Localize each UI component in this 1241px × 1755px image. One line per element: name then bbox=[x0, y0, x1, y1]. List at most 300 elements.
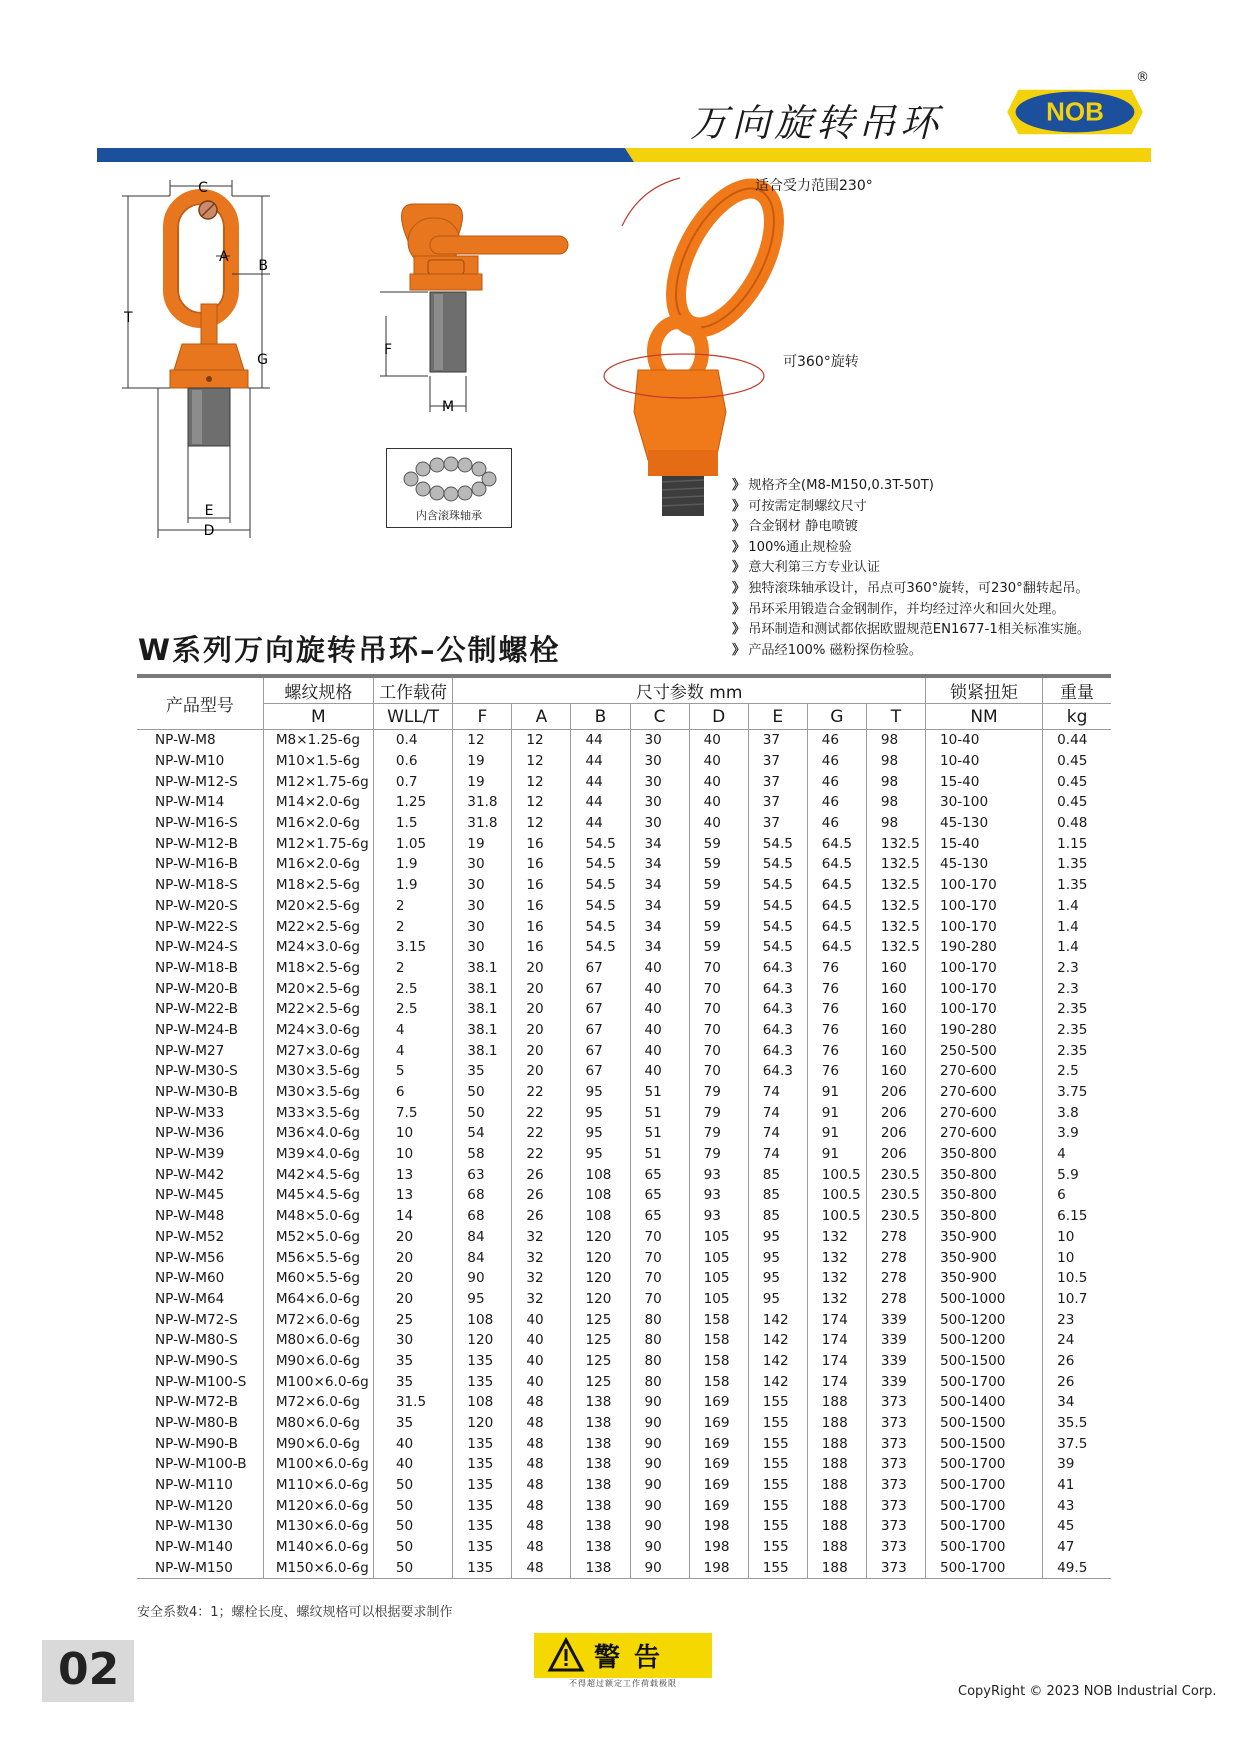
table-cell: 206 bbox=[866, 1144, 925, 1165]
table-cell: 188 bbox=[807, 1475, 866, 1496]
table-cell: 54.5 bbox=[748, 854, 807, 875]
table-cell: M100×6.0-6g bbox=[263, 1454, 373, 1475]
table-cell: 339 bbox=[866, 1330, 925, 1351]
col-subheader-load: WLL/T bbox=[373, 704, 452, 730]
table-cell: 188 bbox=[807, 1495, 866, 1516]
table-cell: NP-W-M80-S bbox=[137, 1330, 263, 1351]
col-header-t: T bbox=[866, 704, 925, 730]
table-cell: 188 bbox=[807, 1516, 866, 1537]
table-cell: 64.3 bbox=[748, 999, 807, 1020]
table-cell: 20 bbox=[512, 978, 571, 999]
table-cell: 37 bbox=[748, 813, 807, 834]
table-cell: 40 bbox=[373, 1454, 452, 1475]
table-cell: 373 bbox=[866, 1475, 925, 1496]
table-cell: 270-600 bbox=[925, 1123, 1042, 1144]
table-cell: 20 bbox=[373, 1227, 452, 1248]
spec-table bbox=[137, 678, 1111, 1579]
bearing-caption: 内含滚珠轴承 bbox=[416, 509, 482, 522]
table-row bbox=[137, 958, 1111, 979]
table-row bbox=[137, 1413, 1111, 1434]
table-cell: 155 bbox=[748, 1454, 807, 1475]
table-cell: 54.5 bbox=[571, 854, 630, 875]
table-cell: NP-W-M16-S bbox=[137, 813, 263, 834]
table-cell: 34 bbox=[630, 916, 689, 937]
table-cell: 138 bbox=[571, 1413, 630, 1434]
table-cell: 1.5 bbox=[373, 813, 452, 834]
table-cell: NP-W-M120 bbox=[137, 1495, 263, 1516]
table-cell: 49.5 bbox=[1043, 1558, 1111, 1579]
table-cell: 339 bbox=[866, 1351, 925, 1372]
col-header-model: 产品型号 bbox=[137, 678, 263, 730]
table-cell: 500-1700 bbox=[925, 1454, 1042, 1475]
table-cell: 2.3 bbox=[1057, 980, 1079, 997]
dim-label-a: A bbox=[219, 249, 229, 265]
table-cell: 40 bbox=[689, 792, 748, 813]
table-cell: 90 bbox=[630, 1433, 689, 1454]
table-cell: 12 bbox=[512, 792, 571, 813]
table-cell: 270-600 bbox=[925, 1102, 1042, 1123]
table-cell: 40 bbox=[373, 1433, 452, 1454]
table-cell: 63 bbox=[453, 1164, 512, 1185]
table-cell: 85 bbox=[748, 1206, 807, 1227]
table-cell: 64.3 bbox=[748, 958, 807, 979]
table-cell: 48 bbox=[512, 1475, 571, 1496]
dim-label-d: D bbox=[203, 523, 215, 539]
table-cell: 38.1 bbox=[453, 999, 512, 1020]
table-cell: 1.05 bbox=[373, 833, 452, 854]
table-cell: 80 bbox=[630, 1330, 689, 1351]
table-cell: 132.5 bbox=[866, 896, 925, 917]
feature-item: 》 独特滚珠轴承设计，吊点可360°旋转，可230°翻转起吊。 bbox=[732, 580, 1089, 596]
table-row bbox=[137, 896, 1111, 917]
table-cell: 95 bbox=[571, 1102, 630, 1123]
table-cell: 35 bbox=[453, 1061, 512, 1082]
table-cell: 26 bbox=[512, 1185, 571, 1206]
table-cell: 3.15 bbox=[373, 937, 452, 958]
table-cell: 80 bbox=[630, 1309, 689, 1330]
table-cell: 138 bbox=[571, 1475, 630, 1496]
spec-table-wrap bbox=[137, 678, 1111, 1579]
table-cell: 80 bbox=[630, 1371, 689, 1392]
table-cell: 500-1200 bbox=[925, 1309, 1042, 1330]
table-cell: 160 bbox=[866, 978, 925, 999]
table-cell: 44 bbox=[571, 792, 630, 813]
table-cell: 12 bbox=[512, 813, 571, 834]
table-cell: NP-W-M150 bbox=[137, 1558, 263, 1579]
table-cell: 155 bbox=[748, 1413, 807, 1434]
table-cell: 50 bbox=[453, 1102, 512, 1123]
table-cell: 125 bbox=[571, 1309, 630, 1330]
table-cell: 22 bbox=[512, 1102, 571, 1123]
table-row bbox=[137, 751, 1111, 772]
table-cell: 1.9 bbox=[373, 854, 452, 875]
table-cell: M22×2.5-6g bbox=[263, 916, 373, 937]
table-cell: 100-170 bbox=[925, 916, 1042, 937]
table-cell: 373 bbox=[866, 1413, 925, 1434]
table-cell: 373 bbox=[866, 1516, 925, 1537]
table-cell: 1.4 bbox=[1057, 897, 1079, 914]
table-cell: 20 bbox=[512, 1061, 571, 1082]
table-cell: 2.5 bbox=[373, 978, 452, 999]
table-cell: 132 bbox=[807, 1247, 866, 1268]
table-cell: 91 bbox=[807, 1102, 866, 1123]
table-cell: 2.35 bbox=[1057, 1001, 1088, 1018]
table-cell: NP-W-M14 bbox=[137, 792, 263, 813]
table-cell: 91 bbox=[807, 1144, 866, 1165]
table-cell: 100-170 bbox=[925, 999, 1042, 1020]
table-cell: 500-1700 bbox=[925, 1475, 1042, 1496]
table-cell: 500-1700 bbox=[925, 1516, 1042, 1537]
table-cell: 31.8 bbox=[453, 792, 512, 813]
col-header-g: G bbox=[807, 704, 866, 730]
table-cell: 76 bbox=[807, 978, 866, 999]
table-cell: 20 bbox=[512, 1020, 571, 1041]
table-cell: 373 bbox=[866, 1495, 925, 1516]
table-row bbox=[137, 1206, 1111, 1227]
table-cell: 46 bbox=[807, 751, 866, 772]
table-cell: 155 bbox=[748, 1475, 807, 1496]
col-header-c: C bbox=[630, 704, 689, 730]
table-cell: 48 bbox=[512, 1516, 571, 1537]
table-cell: 142 bbox=[748, 1309, 807, 1330]
table-cell: 6.15 bbox=[1057, 1208, 1088, 1225]
table-cell: 500-1500 bbox=[925, 1351, 1042, 1372]
table-row bbox=[137, 1309, 1111, 1330]
col-header-d: D bbox=[689, 704, 748, 730]
table-cell: M27×3.0-6g bbox=[263, 1040, 373, 1061]
table-cell: M33×3.5-6g bbox=[263, 1102, 373, 1123]
table-cell: 70 bbox=[689, 999, 748, 1020]
table-cell: 120 bbox=[453, 1413, 512, 1434]
table-cell: NP-W-M52 bbox=[137, 1227, 263, 1248]
table-cell: 16 bbox=[512, 875, 571, 896]
table-cell: 500-1500 bbox=[925, 1433, 1042, 1454]
dim-label-c: C bbox=[198, 180, 208, 196]
table-cell: NP-W-M27 bbox=[137, 1040, 263, 1061]
table-cell: 76 bbox=[807, 958, 866, 979]
table-cell: 32 bbox=[512, 1289, 571, 1310]
table-cell: 142 bbox=[748, 1371, 807, 1392]
table-row bbox=[137, 1164, 1111, 1185]
table-cell: 37 bbox=[748, 751, 807, 772]
table-cell: 198 bbox=[689, 1537, 748, 1558]
table-cell: M45×4.5-6g bbox=[263, 1185, 373, 1206]
table-cell: NP-W-M56 bbox=[137, 1247, 263, 1268]
table-cell: 54.5 bbox=[571, 916, 630, 937]
table-cell: 44 bbox=[571, 730, 630, 751]
table-cell: 206 bbox=[866, 1102, 925, 1123]
table-cell: 59 bbox=[689, 937, 748, 958]
table-cell: 190-280 bbox=[925, 1020, 1042, 1041]
table-cell: NP-W-M48 bbox=[137, 1206, 263, 1227]
table-cell: 135 bbox=[453, 1558, 512, 1579]
table-cell: M130×6.0-6g bbox=[263, 1516, 373, 1537]
table-cell: 155 bbox=[748, 1495, 807, 1516]
side-view-drawing bbox=[378, 200, 598, 420]
table-row bbox=[137, 813, 1111, 834]
table-cell: 169 bbox=[689, 1475, 748, 1496]
table-cell: 50 bbox=[373, 1495, 452, 1516]
table-cell: 45-130 bbox=[925, 854, 1042, 875]
table-cell: 44 bbox=[571, 751, 630, 772]
table-cell: 54.5 bbox=[571, 875, 630, 896]
table-cell: 12 bbox=[453, 730, 512, 751]
table-cell: 98 bbox=[866, 730, 925, 751]
table-cell: NP-W-M10 bbox=[137, 751, 263, 772]
col-header-dims: 尺寸参数 mm bbox=[453, 678, 926, 704]
table-cell: 120 bbox=[571, 1289, 630, 1310]
table-cell: NP-W-M30-B bbox=[137, 1082, 263, 1103]
table-cell: 54.5 bbox=[571, 937, 630, 958]
table-cell: 91 bbox=[807, 1123, 866, 1144]
table-cell: 3.75 bbox=[1057, 1084, 1088, 1101]
table-row bbox=[137, 1082, 1111, 1103]
table-cell: 350-800 bbox=[925, 1206, 1042, 1227]
table-row bbox=[137, 978, 1111, 999]
table-cell: 48 bbox=[512, 1495, 571, 1516]
table-cell: 31.5 bbox=[373, 1392, 452, 1413]
logo-text: NOB bbox=[1046, 96, 1104, 127]
feature-item: 》 意大利第三方专业认证 bbox=[732, 560, 881, 576]
table-cell: 10 bbox=[1057, 1228, 1075, 1245]
table-cell: 138 bbox=[571, 1433, 630, 1454]
table-cell: NP-W-M100-S bbox=[137, 1371, 263, 1392]
nob-logo bbox=[1003, 86, 1147, 138]
dim-label-g: G bbox=[257, 352, 268, 368]
table-cell: 6 bbox=[373, 1082, 452, 1103]
table-cell: 26 bbox=[512, 1206, 571, 1227]
table-cell: M110×6.0-6g bbox=[263, 1475, 373, 1496]
table-cell: 0.7 bbox=[373, 771, 452, 792]
table-cell: 76 bbox=[807, 1020, 866, 1041]
col-header-thread: 螺纹规格 bbox=[263, 678, 373, 704]
table-cell: 2.35 bbox=[1057, 1042, 1088, 1059]
table-cell: 373 bbox=[866, 1537, 925, 1558]
table-cell: NP-W-M30-S bbox=[137, 1061, 263, 1082]
table-cell: 100-170 bbox=[925, 978, 1042, 999]
table-cell: 39 bbox=[1057, 1456, 1075, 1473]
table-cell: 54.5 bbox=[748, 937, 807, 958]
table-cell: 38.1 bbox=[453, 1020, 512, 1041]
table-cell: NP-W-M20-B bbox=[137, 978, 263, 999]
table-cell: 48 bbox=[512, 1392, 571, 1413]
table-cell: 70 bbox=[630, 1268, 689, 1289]
table-cell: M12×1.75-6g bbox=[263, 771, 373, 792]
table-cell: NP-W-M60 bbox=[137, 1268, 263, 1289]
table-cell: 67 bbox=[571, 1061, 630, 1082]
table-cell: M72×6.0-6g bbox=[263, 1309, 373, 1330]
table-row bbox=[137, 1516, 1111, 1537]
table-cell: NP-W-M130 bbox=[137, 1516, 263, 1537]
table-cell: 76 bbox=[807, 1061, 866, 1082]
table-cell: M90×6.0-6g bbox=[263, 1433, 373, 1454]
table-cell: 230.5 bbox=[866, 1206, 925, 1227]
table-row bbox=[137, 1040, 1111, 1061]
table-cell: 32 bbox=[512, 1247, 571, 1268]
table-cell: NP-W-M100-B bbox=[137, 1454, 263, 1475]
table-cell: 54.5 bbox=[571, 833, 630, 854]
table-cell: M30×3.5-6g bbox=[263, 1061, 373, 1082]
table-cell: 350-900 bbox=[925, 1247, 1042, 1268]
footnote: 安全系数4：1；螺栓长度、螺纹规格可以根据要求制作 bbox=[137, 1605, 453, 1620]
table-cell: 142 bbox=[748, 1351, 807, 1372]
table-cell: 59 bbox=[689, 833, 748, 854]
table-cell: 54.5 bbox=[748, 896, 807, 917]
table-cell: 67 bbox=[571, 999, 630, 1020]
table-cell: 19 bbox=[453, 833, 512, 854]
table-cell: 30 bbox=[630, 792, 689, 813]
table-cell: 50 bbox=[373, 1475, 452, 1496]
table-cell: 108 bbox=[571, 1185, 630, 1206]
table-cell: M16×2.0-6g bbox=[263, 813, 373, 834]
col-header-load: 工作载荷 bbox=[373, 678, 452, 704]
table-cell: NP-W-M33 bbox=[137, 1102, 263, 1123]
table-cell: 100.5 bbox=[807, 1185, 866, 1206]
feature-item: 》 规格齐全(M8-M150,0.3T-50T) bbox=[732, 478, 934, 493]
table-cell: 1.35 bbox=[1057, 856, 1088, 873]
table-cell: M22×2.5-6g bbox=[263, 999, 373, 1020]
table-cell: 51 bbox=[630, 1123, 689, 1144]
table-cell: 138 bbox=[571, 1537, 630, 1558]
table-cell: 59 bbox=[689, 916, 748, 937]
table-cell: 95 bbox=[571, 1144, 630, 1165]
table-cell: 12 bbox=[512, 730, 571, 751]
table-cell: 70 bbox=[689, 1040, 748, 1061]
table-cell: 90 bbox=[630, 1475, 689, 1496]
col-header-torque: 锁紧扭矩 bbox=[925, 678, 1042, 704]
table-cell: 138 bbox=[571, 1454, 630, 1475]
table-row bbox=[137, 1351, 1111, 1372]
table-cell: 50 bbox=[373, 1558, 452, 1579]
table-row bbox=[137, 792, 1111, 813]
table-cell: 37 bbox=[748, 771, 807, 792]
table-cell: 30 bbox=[453, 896, 512, 917]
table-cell: 500-1700 bbox=[925, 1537, 1042, 1558]
col-header-b: B bbox=[571, 704, 630, 730]
section-title: W系列万向旋转吊环–公制螺栓 bbox=[138, 633, 561, 667]
table-cell: 30 bbox=[630, 771, 689, 792]
table-cell: NP-W-M45 bbox=[137, 1185, 263, 1206]
table-cell: 135 bbox=[453, 1351, 512, 1372]
feature-item: 》 可按需定制螺纹尺寸 bbox=[732, 498, 867, 514]
table-cell: 30 bbox=[453, 875, 512, 896]
table-cell: 30 bbox=[630, 751, 689, 772]
table-cell: 67 bbox=[571, 1040, 630, 1061]
table-cell: 64.3 bbox=[748, 1061, 807, 1082]
table-cell: 350-900 bbox=[925, 1227, 1042, 1248]
table-cell: 46 bbox=[807, 813, 866, 834]
table-cell: 19 bbox=[453, 751, 512, 772]
table-cell: 1.25 bbox=[373, 792, 452, 813]
table-cell: 135 bbox=[453, 1475, 512, 1496]
table-cell: 20 bbox=[373, 1268, 452, 1289]
table-cell: 38.1 bbox=[453, 1040, 512, 1061]
table-row bbox=[137, 1371, 1111, 1392]
table-cell: 138 bbox=[571, 1516, 630, 1537]
table-cell: 500-1500 bbox=[925, 1413, 1042, 1434]
range-230-label: 适合受力范围230° bbox=[755, 178, 873, 194]
table-cell: 64.5 bbox=[807, 937, 866, 958]
table-cell: 95 bbox=[748, 1289, 807, 1310]
dim-label-m: M bbox=[441, 399, 455, 415]
table-cell: 155 bbox=[748, 1537, 807, 1558]
table-row bbox=[137, 1433, 1111, 1454]
table-cell: 158 bbox=[689, 1309, 748, 1330]
table-cell: 132.5 bbox=[866, 937, 925, 958]
table-cell: 10.7 bbox=[1057, 1290, 1088, 1307]
table-cell: NP-W-M90-S bbox=[137, 1351, 263, 1372]
table-cell: 46 bbox=[807, 792, 866, 813]
table-cell: 68 bbox=[453, 1185, 512, 1206]
table-cell: 6 bbox=[1057, 1187, 1066, 1204]
table-cell: 500-1700 bbox=[925, 1371, 1042, 1392]
table-cell: 90 bbox=[630, 1495, 689, 1516]
table-cell: 188 bbox=[807, 1413, 866, 1434]
table-cell: 20 bbox=[373, 1247, 452, 1268]
table-cell: 13 bbox=[373, 1164, 452, 1185]
table-cell: 5.9 bbox=[1057, 1166, 1079, 1183]
table-cell: 373 bbox=[866, 1433, 925, 1454]
table-row bbox=[137, 1330, 1111, 1351]
table-cell: 15-40 bbox=[925, 833, 1042, 854]
table-cell: 2.5 bbox=[1057, 1063, 1079, 1080]
table-cell: 40 bbox=[630, 999, 689, 1020]
table-cell: 16 bbox=[512, 937, 571, 958]
table-cell: 70 bbox=[689, 1020, 748, 1041]
table-cell: 160 bbox=[866, 958, 925, 979]
table-cell: 2.35 bbox=[1057, 1021, 1088, 1038]
table-cell: 79 bbox=[689, 1082, 748, 1103]
table-cell: NP-W-M12-S bbox=[137, 771, 263, 792]
table-cell: 59 bbox=[689, 875, 748, 896]
table-cell: 64.5 bbox=[807, 896, 866, 917]
table-cell: M12×1.75-6g bbox=[263, 833, 373, 854]
table-cell: 135 bbox=[453, 1495, 512, 1516]
table-cell: 155 bbox=[748, 1558, 807, 1579]
table-cell: 1.4 bbox=[1057, 939, 1079, 956]
feature-item: 》 合金钢材 静电喷镀 bbox=[732, 519, 858, 535]
table-cell: 10 bbox=[373, 1144, 452, 1165]
table-row bbox=[137, 937, 1111, 958]
table-cell: M42×4.5-6g bbox=[263, 1164, 373, 1185]
table-cell: 93 bbox=[689, 1164, 748, 1185]
table-cell: 230.5 bbox=[866, 1185, 925, 1206]
table-cell: 0.44 bbox=[1057, 732, 1088, 749]
table-cell: 174 bbox=[807, 1309, 866, 1330]
table-cell: 16 bbox=[512, 916, 571, 937]
table-cell: 48 bbox=[512, 1433, 571, 1454]
table-row bbox=[137, 916, 1111, 937]
table-cell: 95 bbox=[571, 1082, 630, 1103]
table-cell: NP-W-M64 bbox=[137, 1289, 263, 1310]
table-cell: 100.5 bbox=[807, 1164, 866, 1185]
table-cell: 70 bbox=[630, 1289, 689, 1310]
table-cell: M48×5.0-6g bbox=[263, 1206, 373, 1227]
table-cell: 16 bbox=[512, 854, 571, 875]
rotate-360-label: 可360°旋转 bbox=[783, 354, 859, 370]
table-cell: 51 bbox=[630, 1082, 689, 1103]
table-cell: 30 bbox=[453, 854, 512, 875]
table-cell: 0.6 bbox=[373, 751, 452, 772]
table-cell: 0.48 bbox=[1057, 815, 1088, 832]
table-cell: 135 bbox=[453, 1433, 512, 1454]
table-cell: NP-W-M80-B bbox=[137, 1413, 263, 1434]
table-cell: 169 bbox=[689, 1454, 748, 1475]
table-cell: 24 bbox=[1057, 1332, 1075, 1349]
table-row bbox=[137, 1227, 1111, 1248]
table-cell: 120 bbox=[571, 1268, 630, 1289]
table-row bbox=[137, 771, 1111, 792]
